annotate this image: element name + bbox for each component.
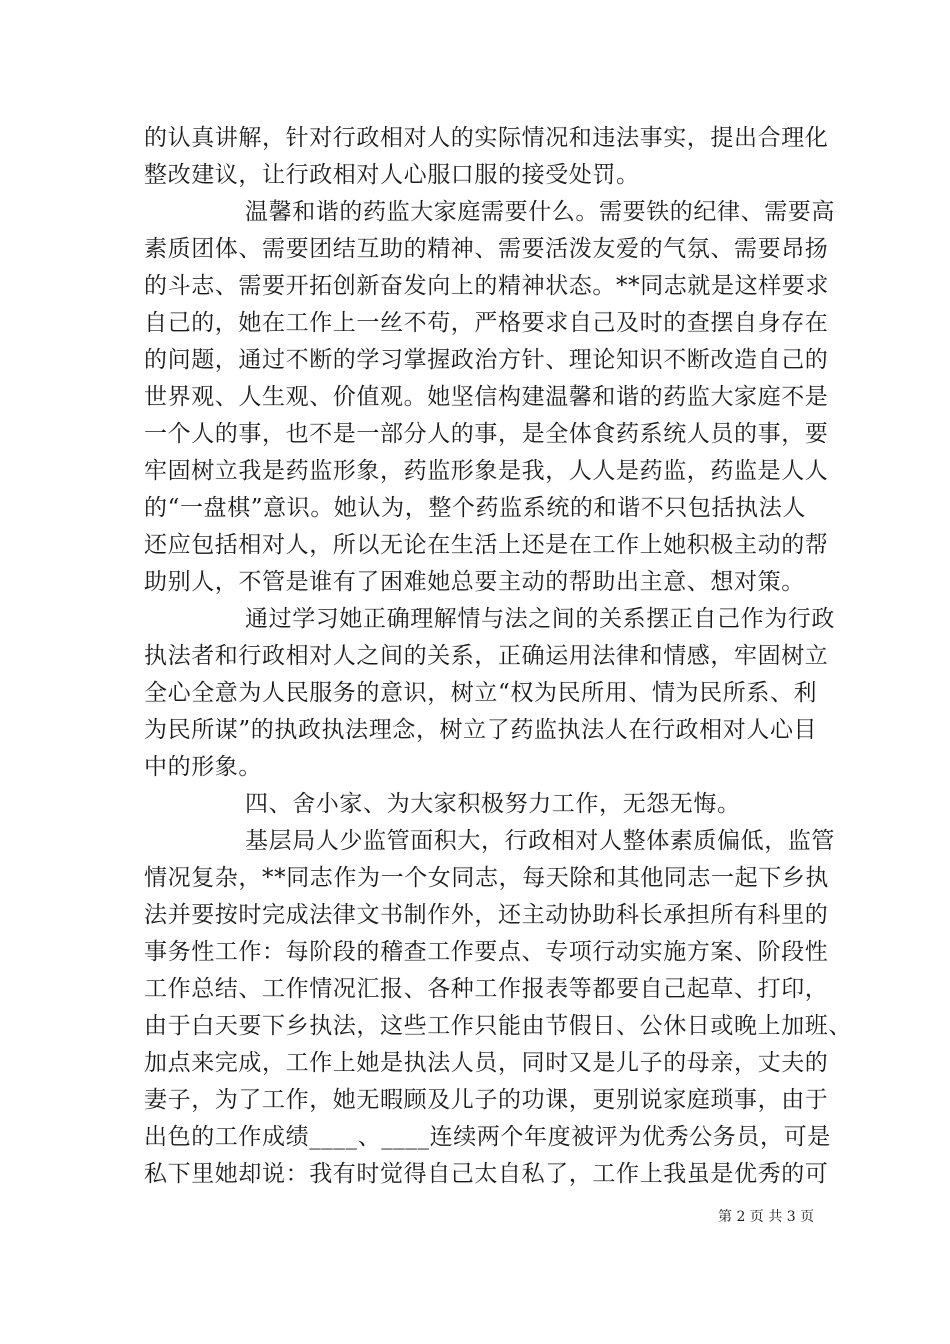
paragraph-line: 助别人，不管是谁有了困难她总要主动的帮助出主意、想对策。 <box>144 569 805 595</box>
paragraph-line: 牢固树立我是药监形象，药监形象是我，人人是药监，药监是人人 <box>144 458 829 484</box>
paragraph-line: 的斗志、需要开拓创新奋发向上的精神状态。**同志就是这样要求 <box>144 273 829 299</box>
paragraph-line: 事务性工作：每阶段的稽查工作要点、专项行动实施方案、阶段性 <box>144 939 829 965</box>
paragraph-line: 整改建议，让行政相对人心服口服的接受处罚。 <box>144 162 640 188</box>
paragraph-line: 为民所谋”的执政执法理念，树立了药监执法人在行政相对人心目 <box>144 717 818 743</box>
paragraph-line: 工作总结、工作情况汇报、各种工作报表等都要自己起草、打印， <box>144 976 829 1002</box>
section-heading: 四、舍小家、为大家积极努力工作，无怨无悔。 <box>245 791 741 817</box>
paragraph-line: 执法者和行政相对人之间的关系，正确运用法律和情感，牢固树立 <box>144 643 829 669</box>
paragraph-line: 中的形象。 <box>144 754 262 780</box>
paragraph-line: 世界观、人生观、价值观。她坚信构建温馨和谐的药监大家庭不是 <box>144 384 829 410</box>
paragraph-line: 的问题，通过不断的学习掌握政治方针、理论知识不断改造自己的 <box>144 347 829 373</box>
paragraph-line: 法并要按时完成法律文书制作外，还主动协助科长承担所有科里的 <box>144 902 829 928</box>
paragraph-line: 全心全意为人民服务的意识，树立“权为民所用、情为民所系、利 <box>144 680 818 706</box>
paragraph-line: 出色的工作成绩____、____连续两个年度被评为优秀公务员，可是 <box>144 1124 831 1150</box>
paragraph-line: 自己的，她在工作上一丝不苟，严格要求自己及时的查摆自身存在 <box>144 310 829 336</box>
paragraph-line: 的认真讲解，针对行政相对人的实际情况和违法事实，提出合理化 <box>144 125 829 151</box>
paragraph-line: 基层局人少监管面积大，行政相对人整体素质偏低，监管 <box>245 828 835 854</box>
page-number-footer: 第 2 页 共 3 页 <box>718 1209 815 1225</box>
paragraph-line: 温馨和谐的药监大家庭需要什么。需要铁的纪律、需要高 <box>245 199 835 225</box>
paragraph-line: 情况复杂，**同志作为一个女同志，每天除和其他同志一起下乡执 <box>144 865 829 891</box>
paragraph-line: 由于白天要下乡执法，这些工作只能由节假日、公休日或晚上加班、 <box>144 1013 852 1039</box>
paragraph-line: 通过学习她正确理解情与法之间的关系摆正自己作为行政 <box>245 606 835 632</box>
paragraph-line: 素质团体、需要团结互助的精神、需要活泼友爱的气氛、需要昂扬 <box>144 236 829 262</box>
paragraph-line: 妻子，为了工作，她无暇顾及儿子的功课，更别说家庭琐事，由于 <box>144 1087 829 1113</box>
paragraph-line: 加点来完成，工作上她是执法人员，同时又是儿子的母亲，丈夫的 <box>144 1050 829 1076</box>
paragraph-line: 私下里她却说：我有时觉得自己太自私了，工作上我虽是优秀的可 <box>144 1161 829 1187</box>
paragraph-line: 还应包括相对人，所以无论在生活上还是在工作上她积极主动的帮 <box>144 532 829 558</box>
paragraph-line: 的“一盘棋”意识。她认为，整个药监系统的和谐不只包括执法人 <box>144 495 806 521</box>
paragraph-line: 一个人的事，也不是一部分人的事，是全体食药系统人员的事，要 <box>144 421 829 447</box>
